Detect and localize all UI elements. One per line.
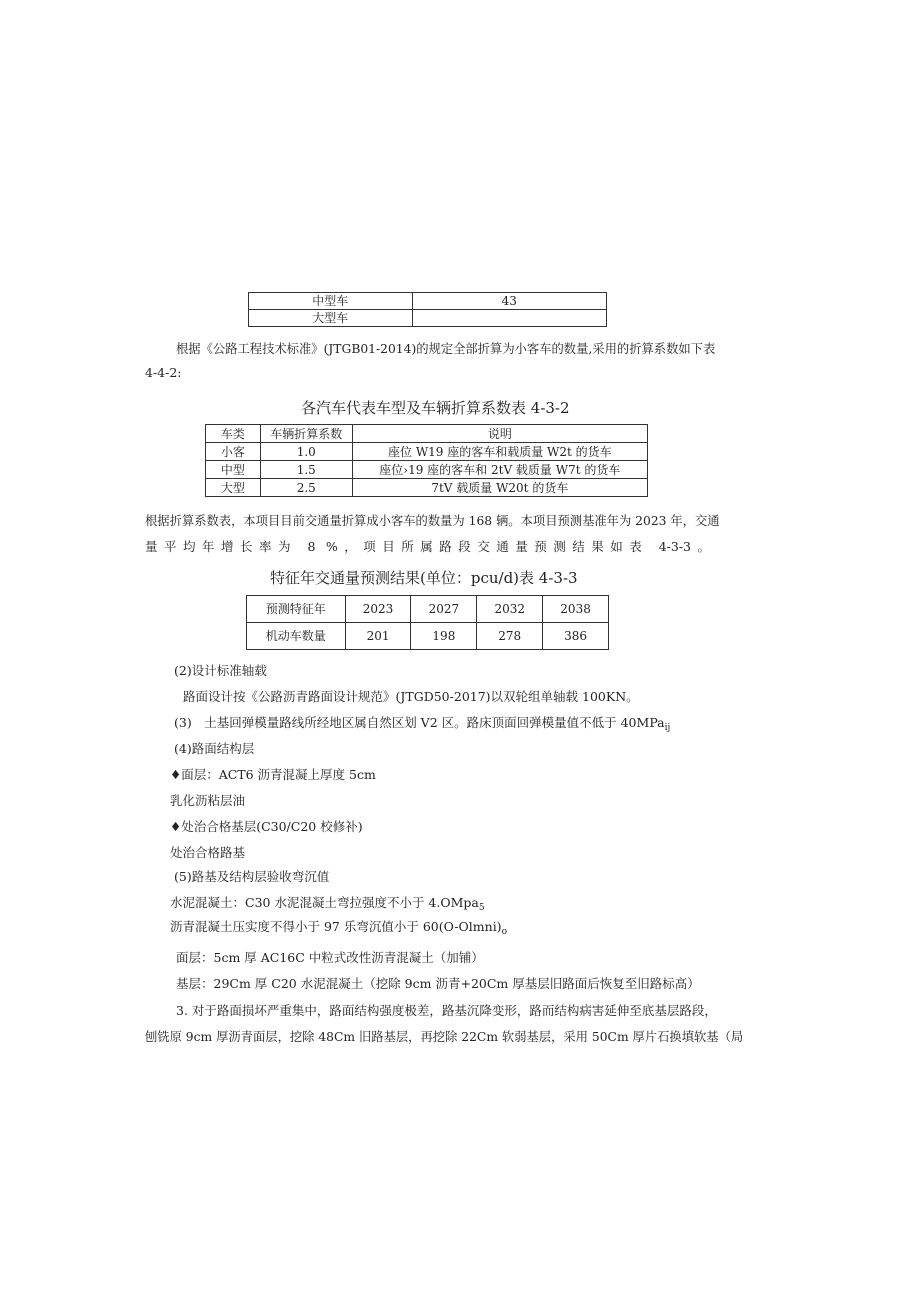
table-cell: 小客: [206, 443, 261, 461]
table-cell: 386: [543, 623, 609, 650]
table-cell: [412, 310, 606, 327]
conversion-factor-table: [205, 424, 648, 497]
table-cell: 198: [411, 623, 477, 650]
table-row: [249, 293, 607, 310]
column-header: 2038: [543, 596, 609, 623]
table-cell: 1.0: [260, 443, 352, 461]
traffic-forecast-table: [246, 595, 609, 650]
structure-layer: ♦面层：ACT6 沥青混凝上厚度 5cm: [170, 767, 376, 782]
paragraph-line: 基层：29Cm 厚 C20 水泥混凝土（挖除 9cm 沥青+20Cm 厚基层旧路面后恢复至旧路标高）: [176, 976, 700, 991]
table-header-row: [247, 596, 609, 623]
paragraph-line: 3. 对于路面损坏严重集中，路面结构强度极差，路基沉降变形，路而结构病害延伸至底基层路段，: [176, 1003, 717, 1018]
table-cell: 座位›19 座的客车和 2tV 载质量 W7t 的货车: [352, 461, 647, 479]
table-title: 各汽车代表车型及车辆折算系数表 4-3-2: [301, 399, 570, 417]
column-header: 预测特征年: [247, 596, 346, 623]
section-heading: (4)路面结构层: [174, 741, 255, 756]
table-row: [247, 623, 609, 650]
table-row: [249, 310, 607, 327]
table-cell: 201: [345, 623, 411, 650]
table-cell: 中型车: [249, 293, 413, 310]
table-header-row: [206, 425, 648, 443]
table-cell: 机动车数量: [247, 623, 346, 650]
table-cell: 2.5: [260, 479, 352, 497]
paragraph-line: 水泥混凝土：C30 水泥混凝土弯拉强度不小于 4.OMpa$_5$: [170, 895, 485, 913]
table-title: 特征年交通量预测结果(单位：pcu/d)表 4-3-3: [270, 569, 578, 587]
column-header: 车类: [206, 425, 261, 443]
table-cell: 大型车: [249, 310, 413, 327]
structure-layer: 乳化沥粘层油: [170, 793, 246, 808]
table-row: [206, 461, 648, 479]
paragraph-line: (3) 土基回弹模量路线所经地区属自然区划 V2 区。路床顶面回弹模量值不低于 40MPa$_{ij}$: [174, 715, 671, 733]
paragraph-line: 4-4-2:: [145, 365, 182, 380]
column-header: 2023: [345, 596, 411, 623]
column-header: 车辆折算系数: [260, 425, 352, 443]
table-cell: 1.5: [260, 461, 352, 479]
table-cell: 中型: [206, 461, 261, 479]
structure-layer: ♦处治合格基层(C30/C20 校修补): [170, 819, 363, 834]
paragraph-line: 路面设计按《公路沥青路面设计规范》(JTGD50-2017)以双轮组单轴载 100KN。: [183, 689, 639, 704]
column-header: 2032: [477, 596, 543, 623]
section-heading: (5)路基及结构层验收弯沉值: [174, 869, 330, 884]
paragraph-line: 根据《公路工程技术标准》(JTGB01-2014)的规定全部折算为小客车的数量,采用的折算系数如下表: [176, 342, 716, 356]
table-row: [206, 443, 648, 461]
paragraph-line: 量平均年增长率为 8 %，项目所属路段交通量预测结果如表 4-3-3。: [145, 539, 710, 554]
table-cell: 43: [412, 293, 606, 310]
table-cell: 大型: [206, 479, 261, 497]
paragraph-line: 刨铣原 9cm 厚沥青面层，挖除 48Cm 旧路基层，再挖除 22Cm 软弱基层，采用 50Cm 厚片石换填软基（局: [145, 1030, 744, 1044]
table-row: [206, 479, 648, 497]
column-header: 2027: [411, 596, 477, 623]
table-cell: 座位 W19 座的客车和载质量 W2t 的货车: [352, 443, 647, 461]
table-cell: 7tV 载质量 W20t 的货车: [352, 479, 647, 497]
column-header: 说明: [352, 425, 647, 443]
paragraph-line: 沥青混凝土压实度不得小于 97 乐弯沉值小于 $60(O-Olmni)_o$: [170, 919, 507, 937]
paragraph-line: 根据折算系数表，本项目目前交通量折算成小客车的数量为 168 辆。本项目预测基准年为 2023 年，交通: [145, 514, 720, 528]
paragraph-line: 面层：5cm 厚 AC16C 中粒式改性沥青混凝土（加铺）: [176, 950, 484, 965]
section-heading: (2)设计标准轴载: [174, 663, 267, 678]
table-cell: 278: [477, 623, 543, 650]
vehicle-count-table: [248, 292, 607, 327]
structure-layer: 处治合格路基: [170, 845, 246, 860]
